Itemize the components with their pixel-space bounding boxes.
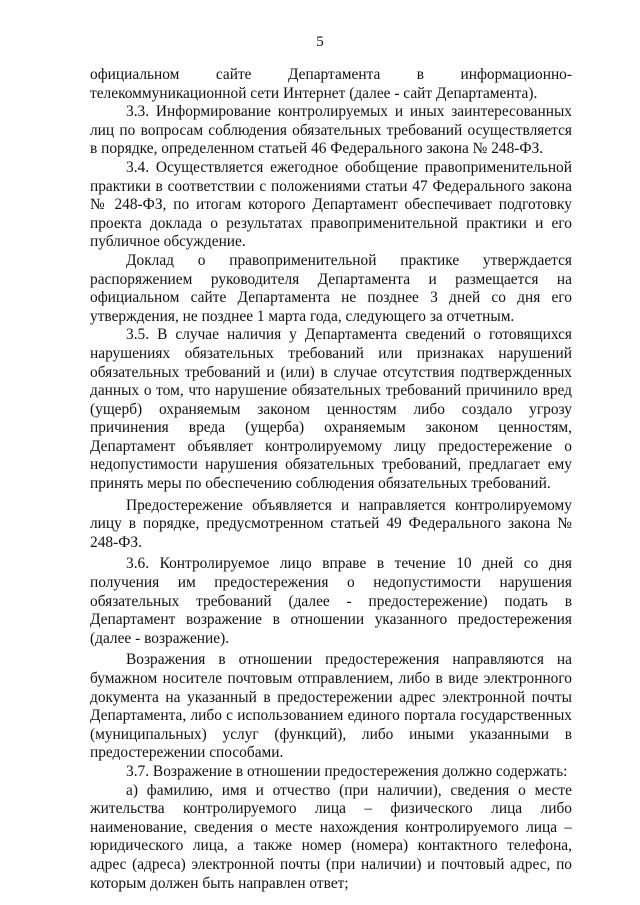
document-body <box>90 66 572 893</box>
paragraph-3-5: 3.5. В случае наличия у Департамента сведений о готовящихся нарушениях обязательных требований или признаках нарушений обязательных требований и (или) в случае отсутствия подтвержденных данных о том, что нарушение обязательных требований причинило вред (ущерб) охраняемым законом ценностям либо создало угрозу причинения вреда (ущерба) охраняемым законом ценностям, Департамент объявляет контролируемому лицу предостережение о недопустимости нарушения обязательных требований, предлагает ему принять меры по обеспечению соблюдения обязательных требований. <box>90 326 572 493</box>
paragraph-3-6: 3.6. Контролируемое лицо вправе в течение 10 дней со дня получения им предостережения о недопустимости нарушения обязательных требований (далее - предостережение) подать в Департамент возражение в отношении указанного предостережения (далее - возражение). <box>90 555 572 647</box>
paragraph-warning-issued: Предостережение объявляется и направляется контролируемому лицу в порядке, предусмотренном статьей 49 Федерального закона № 248-ФЗ. <box>90 496 572 551</box>
paragraph-report: Доклад о правоприменительной практике утверждается распоряжением руководителя Департамента и размещается на официальном сайте Департамента не позднее 3 дней со дня его утверждения, не позднее 1 марта года, следующего за отчетным. <box>90 251 572 325</box>
page-number: 5 <box>316 34 324 50</box>
paragraph-continuation: официальном сайте Департамента в информационно-телекоммуникационной сети Интернет (далее - сайт Департамента). <box>90 66 572 102</box>
paragraph-3-4: 3.4. Осуществляется ежегодное обобщение правоприменительной практики в соответствии с положениями статьи 47 Федерального закона № 248-ФЗ, по итогам которого Департамент обеспечивает подготовку проекта доклада о результатах правоприменительной практики и его публичное обсуждение. <box>90 158 572 251</box>
paragraph-3-7: 3.7. Возражение в отношении предостережения должно содержать: <box>126 762 568 780</box>
paragraph-objections: Возражения в отношении предостережения направляются на бумажном носителе почтовым отправлением, либо в виде электронного документа на указанный в предостережении адрес электронной почты Департамента, либо с использованием единого портала государственных (муниципальных) услуг (функций), либо иными указанными в предостережении способами. <box>90 651 572 762</box>
paragraph-item-a: а) фамилию, имя и отчество (при наличии), сведения о месте жительства контролируемого лица – физического лица либо наименование, сведения о месте нахождения контролируемого лица – юридического лица, а также номер (номера) контактного телефона, адрес (адреса) электронной почты (при наличии) и почтовый адрес, по которым должен быть направлен ответ; <box>90 781 572 892</box>
paragraph-3-3: 3.3. Информирование контролируемых и иных заинтересованных лиц по вопросам соблюдения обязательных требований осуществляется в порядке, определенном статьей 46 Федерального закона № 248-ФЗ. <box>90 103 572 158</box>
